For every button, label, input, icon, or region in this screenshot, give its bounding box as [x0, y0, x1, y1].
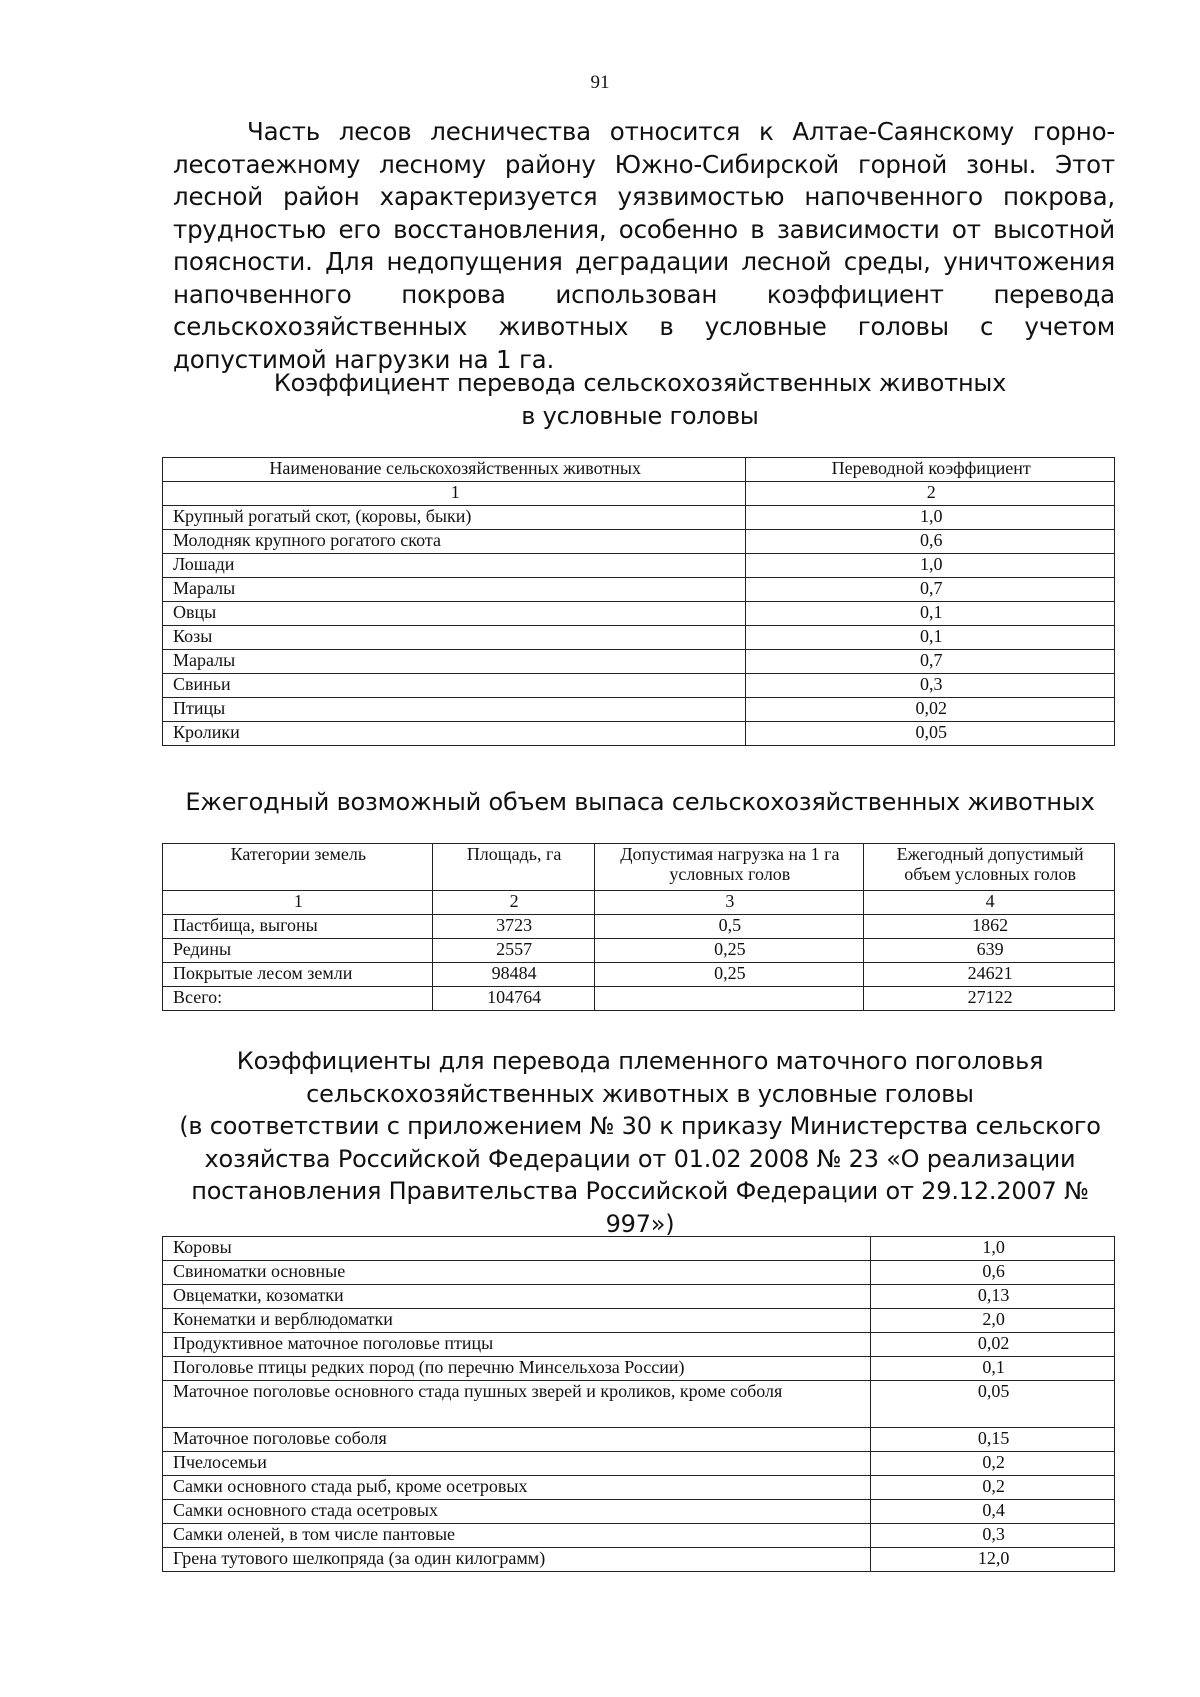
- coefficient-value: 0,3: [746, 674, 1115, 698]
- table2-title: [160, 786, 1120, 819]
- table3-title-line3: (в соответствии с приложением № 30 к приказу Министерства сельского: [179, 1112, 1101, 1140]
- table-row: [163, 1476, 1115, 1500]
- column-header: Площадь, га: [432, 844, 594, 891]
- table-row: [163, 1357, 1115, 1381]
- coefficient-value: 0,6: [746, 530, 1115, 554]
- table-total-row: [163, 987, 1115, 1011]
- table-row: [163, 939, 1115, 963]
- coefficient-value: 0,13: [871, 1285, 1115, 1309]
- livestock-name: Самки основного стада рыб, кроме осетровых: [163, 1476, 871, 1500]
- land-category: Пастбища, выгоны: [163, 915, 433, 939]
- table-row: [163, 1309, 1115, 1333]
- land-category: Покрытые лесом земли: [163, 963, 433, 987]
- table-row: [163, 1452, 1115, 1476]
- area-value: 3723: [432, 915, 594, 939]
- livestock-name: Маточное поголовье основного стада пушных зверей и кроликов, кроме соболя: [163, 1381, 871, 1428]
- livestock-name: Грена тутового шелкопряда (за один килограмм): [163, 1548, 871, 1572]
- coefficient-value: 0,02: [746, 698, 1115, 722]
- area-value: 104764: [432, 987, 594, 1011]
- animal-name: Крупный рогатый скот, (коровы, быки): [163, 506, 746, 530]
- table1-title: [160, 367, 1120, 432]
- livestock-name: Самки оленей, в том числе пантовые: [163, 1524, 871, 1548]
- table3-title-line5: постановления Правительства Российской Федерации от 29.12.2007 № 997»): [191, 1177, 1089, 1238]
- table-row: [163, 506, 1115, 530]
- table-row: [163, 963, 1115, 987]
- load-value: 0,25: [594, 939, 864, 963]
- column-number: 3: [594, 891, 864, 915]
- volume-value: 639: [864, 939, 1115, 963]
- table-row: [163, 722, 1115, 746]
- coefficient-value: 0,6: [871, 1261, 1115, 1285]
- area-value: 98484: [432, 963, 594, 987]
- coefficient-value: 1,0: [746, 554, 1115, 578]
- livestock-name: Самки основного стада осетровых: [163, 1500, 871, 1524]
- coefficient-value: 2,0: [871, 1309, 1115, 1333]
- coefficient-value: 0,05: [871, 1381, 1115, 1428]
- conversion-coefficient-table: [162, 457, 1115, 746]
- land-category: Редины: [163, 939, 433, 963]
- animal-name: Птицы: [163, 698, 746, 722]
- column-header: Ежегодный допустимый объем условных голов: [864, 844, 1115, 891]
- animal-name: Молодняк крупного рогатого скота: [163, 530, 746, 554]
- coefficient-value: 1,0: [871, 1237, 1115, 1261]
- table3-title-line2: сельскохозяйственных животных в условные головы: [306, 1079, 974, 1108]
- animal-name: Лошади: [163, 554, 746, 578]
- load-value: 0,5: [594, 915, 864, 939]
- table-row: [163, 554, 1115, 578]
- animal-name: Маралы: [163, 578, 746, 602]
- column-header: Переводной коэффициент: [746, 458, 1115, 482]
- load-value: [594, 987, 864, 1011]
- table-header-row: [163, 458, 1115, 482]
- land-category: Всего:: [163, 987, 433, 1011]
- table-row: [163, 1428, 1115, 1452]
- table3-title: [160, 1045, 1120, 1240]
- coefficient-value: 0,05: [746, 722, 1115, 746]
- area-value: 2557: [432, 939, 594, 963]
- table3-title-line4: хозяйства Российской Федерации от 01.02 2008 № 23 «О реализации: [204, 1144, 1076, 1173]
- coefficient-value: 0,2: [871, 1476, 1115, 1500]
- coefficient-value: 0,7: [746, 578, 1115, 602]
- coefficient-value: 0,1: [746, 626, 1115, 650]
- animal-name: Маралы: [163, 650, 746, 674]
- table2-title-text: Ежегодный возможный объем выпаса сельскохозяйственных животных: [185, 788, 1095, 816]
- column-header: Наименование сельскохозяйственных животных: [163, 458, 746, 482]
- coefficient-value: 0,1: [871, 1357, 1115, 1381]
- coefficient-value: 0,3: [871, 1524, 1115, 1548]
- load-value: 0,25: [594, 963, 864, 987]
- intro-paragraph: Часть лесов лесничества относится к Алтае-Саянскому горно-лесотаежному лесному району Южно-Сибирской горной зоны. Этот лесной район характеризуется уязвимостью напочвенного покрова, трудностью его восстановления, особенно в зависимости от высотной поясности. Для недопущения деградации лесной среды, уничтожения напочвенного покрова использован коэффициент перевода сельскохозяйственных животных в условные головы с учетом допустимой нагрузки на 1 га.: [173, 117, 1115, 374]
- animal-name: Овцы: [163, 602, 746, 626]
- livestock-name: Конематки и верблюдоматки: [163, 1309, 871, 1333]
- coefficient-value: 0,2: [871, 1452, 1115, 1476]
- table-row: [163, 650, 1115, 674]
- coefficient-value: 0,15: [871, 1428, 1115, 1452]
- table-number-row: [163, 482, 1115, 506]
- coefficient-value: 0,4: [871, 1500, 1115, 1524]
- livestock-name: Коровы: [163, 1237, 871, 1261]
- table-row: [163, 1333, 1115, 1357]
- table-row: [163, 578, 1115, 602]
- table-header-row: [163, 844, 1115, 891]
- column-number: 2: [746, 482, 1115, 506]
- column-number: 4: [864, 891, 1115, 915]
- livestock-name: Поголовье птицы редких пород (по перечню Минсельхоза России): [163, 1357, 871, 1381]
- table-row: [163, 1548, 1115, 1572]
- livestock-name: Маточное поголовье соболя: [163, 1428, 871, 1452]
- livestock-name: Пчелосемьи: [163, 1452, 871, 1476]
- table-row: [163, 1261, 1115, 1285]
- table-row: [163, 698, 1115, 722]
- table-number-row: [163, 891, 1115, 915]
- table-row: [163, 530, 1115, 554]
- column-number: 1: [163, 891, 433, 915]
- column-header: Допустимая нагрузка на 1 га условных голов: [594, 844, 864, 891]
- table-row: [163, 915, 1115, 939]
- livestock-name: Свиноматки основные: [163, 1261, 871, 1285]
- table3-title-line1: Коэффициенты для перевода племенного маточного поголовья: [236, 1047, 1044, 1075]
- table-row: [163, 1237, 1115, 1261]
- table-row: [163, 1524, 1115, 1548]
- volume-value: 1862: [864, 915, 1115, 939]
- volume-value: 27122: [864, 987, 1115, 1011]
- table-row: [163, 1500, 1115, 1524]
- livestock-name: Овцематки, козоматки: [163, 1285, 871, 1309]
- coefficient-value: 0,7: [746, 650, 1115, 674]
- table1-title-line2: в условные головы: [521, 401, 759, 430]
- column-header: Категории земель: [163, 844, 433, 891]
- volume-value: 24621: [864, 963, 1115, 987]
- breeding-stock-coefficient-table: [162, 1236, 1115, 1572]
- page-number: 91: [590, 72, 610, 93]
- table-row: [163, 674, 1115, 698]
- animal-name: Кролики: [163, 722, 746, 746]
- table-row: [163, 626, 1115, 650]
- table-row: [163, 1285, 1115, 1309]
- coefficient-value: 0,1: [746, 602, 1115, 626]
- coefficient-value: 1,0: [746, 506, 1115, 530]
- coefficient-value: 0,02: [871, 1333, 1115, 1357]
- table1-title-line1: Коэффициент перевода сельскохозяйственных животных: [273, 369, 1007, 397]
- table-row: [163, 602, 1115, 626]
- column-number: 1: [163, 482, 746, 506]
- column-number: 2: [432, 891, 594, 915]
- livestock-name: Продуктивное маточное поголовье птицы: [163, 1333, 871, 1357]
- animal-name: Свиньи: [163, 674, 746, 698]
- animal-name: Козы: [163, 626, 746, 650]
- coefficient-value: 12,0: [871, 1548, 1115, 1572]
- grazing-volume-table: [162, 843, 1115, 1011]
- table-row: [163, 1381, 1115, 1428]
